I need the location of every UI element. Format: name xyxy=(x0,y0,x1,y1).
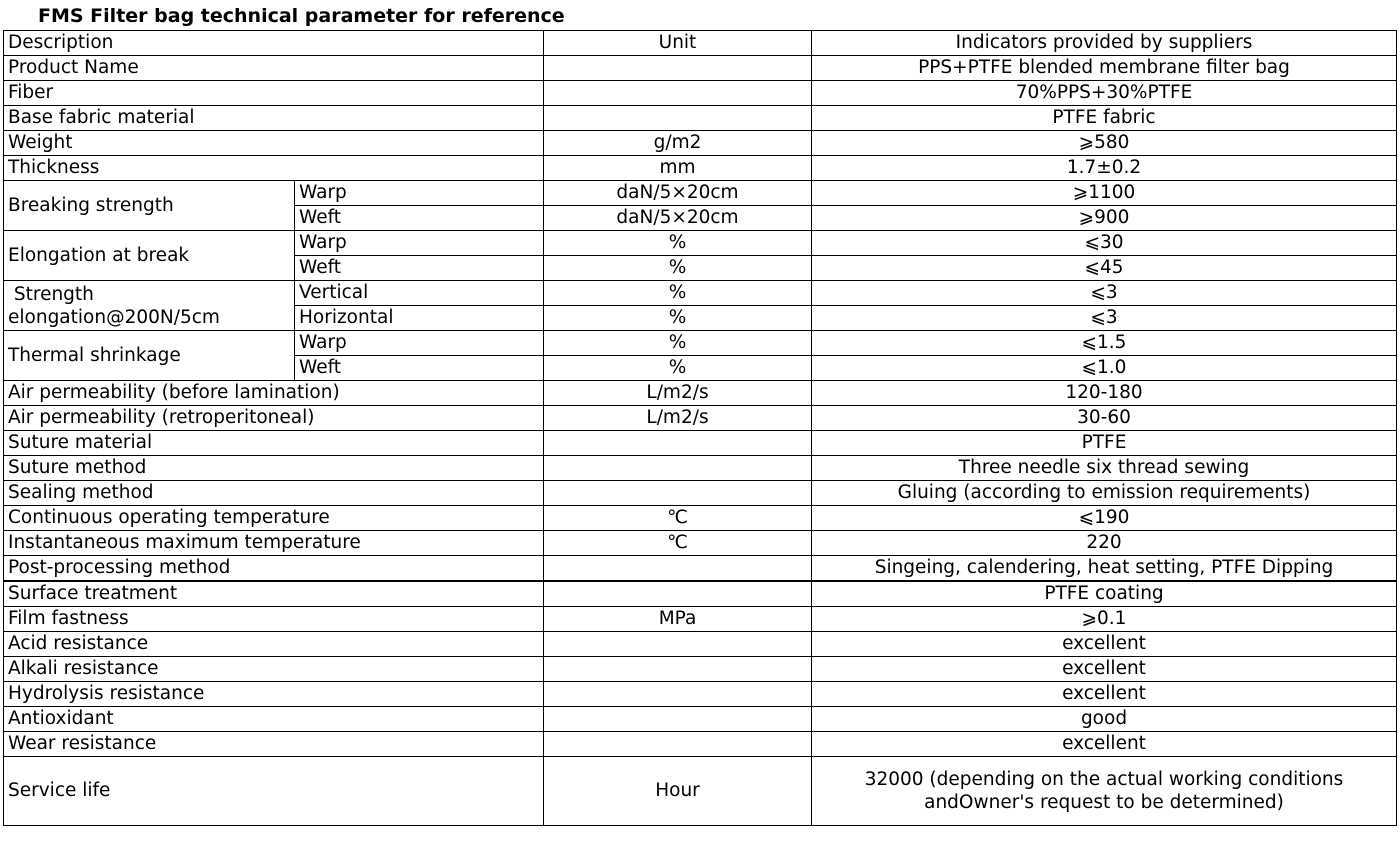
row-sublabel: Warp xyxy=(295,331,544,356)
row-value: ⩽45 xyxy=(812,256,1397,281)
row-label: Thickness xyxy=(4,156,544,181)
row-value: excellent xyxy=(812,632,1397,657)
row-unit: daN/5×20cm xyxy=(544,206,812,231)
row-value: ⩽190 xyxy=(812,506,1397,531)
row-unit xyxy=(544,581,812,607)
row-value: PPS+PTFE blended membrane filter bag xyxy=(812,56,1397,81)
row-unit: g/m2 xyxy=(544,131,812,156)
table-row xyxy=(4,381,1397,406)
row-unit xyxy=(544,56,812,81)
row-label: Air permeability (retroperitoneal) xyxy=(4,406,544,431)
row-unit xyxy=(544,682,812,707)
row-value: ⩾900 xyxy=(812,206,1397,231)
row-unit xyxy=(544,81,812,106)
row-unit: L/m2/s xyxy=(544,381,812,406)
row-value xyxy=(812,757,1397,826)
row-label: Surface treatment xyxy=(4,581,544,607)
row-value: ⩽3 xyxy=(812,306,1397,331)
table-row xyxy=(4,406,1397,431)
row-value: good xyxy=(812,707,1397,732)
row-value: Three needle six thread sewing xyxy=(812,456,1397,481)
row-sublabel: Weft xyxy=(295,356,544,381)
row-unit: % xyxy=(544,281,812,306)
row-label: Continuous operating temperature xyxy=(4,506,544,531)
row-unit: ℃ xyxy=(544,506,812,531)
row-label: Acid resistance xyxy=(4,632,544,657)
row-label: Alkali resistance xyxy=(4,657,544,682)
table-row xyxy=(4,732,1397,757)
row-label: Instantaneous maximum temperature xyxy=(4,531,544,556)
row-label: Service life xyxy=(4,757,544,826)
row-value: excellent xyxy=(812,732,1397,757)
row-value: 120-180 xyxy=(812,381,1397,406)
row-label-line1: Strength xyxy=(8,283,94,305)
row-label xyxy=(4,281,295,331)
row-sublabel: Vertical xyxy=(295,281,544,306)
row-label: Film fastness xyxy=(4,607,544,632)
table-row xyxy=(4,506,1397,531)
row-label: Hydrolysis resistance xyxy=(4,682,544,707)
row-label: Thermal shrinkage xyxy=(4,331,295,381)
row-label: Breaking strength xyxy=(4,181,295,231)
table-row xyxy=(4,331,1397,356)
row-value: 70%PPS+30%PTFE xyxy=(812,81,1397,106)
row-unit: % xyxy=(544,331,812,356)
row-label: Suture method xyxy=(4,456,544,481)
row-label: Wear resistance xyxy=(4,732,544,757)
row-unit: % xyxy=(544,356,812,381)
row-unit xyxy=(544,707,812,732)
table-row xyxy=(4,531,1397,556)
row-unit xyxy=(544,657,812,682)
row-value: 220 xyxy=(812,531,1397,556)
row-sublabel: Warp xyxy=(295,231,544,256)
row-unit: Hour xyxy=(544,757,812,826)
row-label: Post-processing method xyxy=(4,556,544,582)
row-unit xyxy=(544,732,812,757)
row-label-line2: elongation@200N/5cm xyxy=(8,306,220,328)
row-value: ⩾580 xyxy=(812,131,1397,156)
table-row xyxy=(4,81,1397,106)
table-row xyxy=(4,581,1397,607)
row-value: ⩾1100 xyxy=(812,181,1397,206)
row-value: PTFE coating xyxy=(812,581,1397,607)
row-value: ⩾0.1 xyxy=(812,607,1397,632)
table-row xyxy=(4,431,1397,456)
table-row xyxy=(4,156,1397,181)
row-label: Fiber xyxy=(4,81,544,106)
row-unit: ℃ xyxy=(544,531,812,556)
row-value: ⩽3 xyxy=(812,281,1397,306)
header-indicator: Indicators provided by suppliers xyxy=(812,31,1397,56)
row-sublabel: Weft xyxy=(295,256,544,281)
table-row xyxy=(4,707,1397,732)
table-row xyxy=(4,657,1397,682)
row-unit xyxy=(544,556,812,582)
row-unit xyxy=(544,632,812,657)
row-unit: L/m2/s xyxy=(544,406,812,431)
row-unit xyxy=(544,456,812,481)
table-row xyxy=(4,56,1397,81)
row-unit: MPa xyxy=(544,607,812,632)
table-row xyxy=(4,757,1397,826)
row-value: 30-60 xyxy=(812,406,1397,431)
table-row xyxy=(4,481,1397,506)
row-value-line2: andOwner's request to be determined) xyxy=(924,792,1284,813)
row-value: PTFE fabric xyxy=(812,106,1397,131)
row-label: Base fabric material xyxy=(4,106,544,131)
row-unit: % xyxy=(544,231,812,256)
table-row xyxy=(4,281,1397,306)
row-value: excellent xyxy=(812,682,1397,707)
parameter-table xyxy=(3,30,1397,826)
row-unit: % xyxy=(544,306,812,331)
table-row xyxy=(4,556,1397,582)
row-label: Sealing method xyxy=(4,481,544,506)
row-label: Suture material xyxy=(4,431,544,456)
table-row xyxy=(4,607,1397,632)
row-label: Product Name xyxy=(4,56,544,81)
table-row xyxy=(4,632,1397,657)
row-sublabel: Horizontal xyxy=(295,306,544,331)
table-row xyxy=(4,131,1397,156)
row-unit xyxy=(544,481,812,506)
table-row xyxy=(4,106,1397,131)
row-value: PTFE xyxy=(812,431,1397,456)
table-row xyxy=(4,231,1397,256)
row-value: ⩽1.0 xyxy=(812,356,1397,381)
row-value: 1.7±0.2 xyxy=(812,156,1397,181)
row-value: Gluing (according to emission requirements) xyxy=(812,481,1397,506)
row-label: Air permeability (before lamination) xyxy=(4,381,544,406)
row-unit: % xyxy=(544,256,812,281)
table-row xyxy=(4,682,1397,707)
row-value: ⩽30 xyxy=(812,231,1397,256)
header-description: Description xyxy=(4,31,544,56)
table-row xyxy=(4,181,1397,206)
row-unit xyxy=(544,106,812,131)
page-title: FMS Filter bag technical parameter for reference xyxy=(38,5,565,27)
row-label: Elongation at break xyxy=(4,231,295,281)
row-unit xyxy=(544,431,812,456)
table-row xyxy=(4,456,1397,481)
header-row xyxy=(4,31,1397,56)
row-unit: daN/5×20cm xyxy=(544,181,812,206)
row-value: excellent xyxy=(812,657,1397,682)
row-value: ⩽1.5 xyxy=(812,331,1397,356)
row-sublabel: Weft xyxy=(295,206,544,231)
row-value-line1: 32000 (depending on the actual working conditions xyxy=(864,769,1344,790)
row-label: Weight xyxy=(4,131,544,156)
row-sublabel: Warp xyxy=(295,181,544,206)
row-value: Singeing, calendering, heat setting, PTFE Dipping xyxy=(812,556,1397,582)
row-unit: mm xyxy=(544,156,812,181)
header-unit: Unit xyxy=(544,31,812,56)
row-label: Antioxidant xyxy=(4,707,544,732)
